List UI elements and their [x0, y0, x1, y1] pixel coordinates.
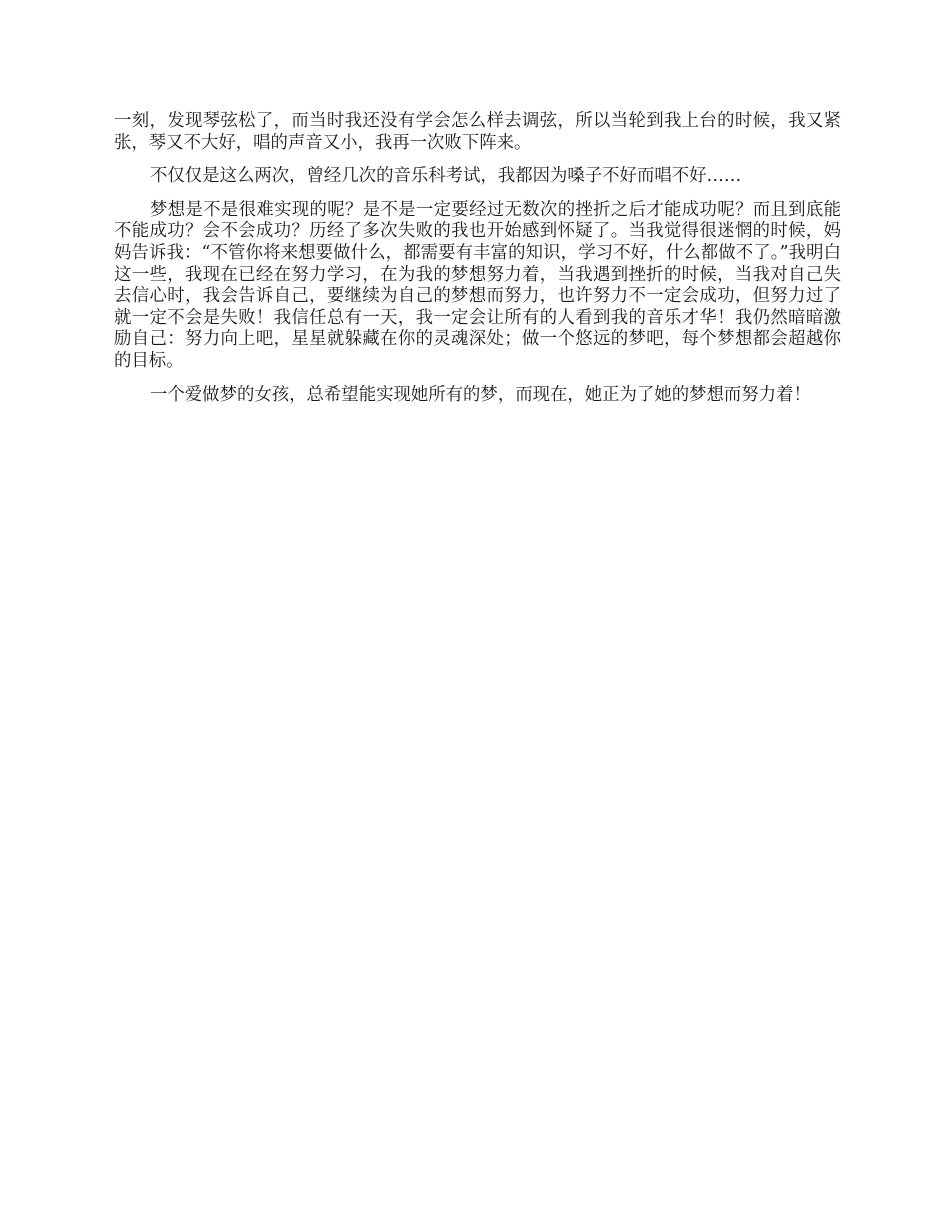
document-body [114, 111, 841, 418]
paragraph-continuation: 一刻，发现琴弦松了，而当时我还没有学会怎么样去调弦，所以当轮到我上台的时候，我又紧张，琴又不大好，唱的声音又小，我再一次败下阵来。 [114, 111, 841, 153]
paragraph-conclusion: 一个爱做梦的女孩，总希望能实现她所有的梦，而现在，她正为了她的梦想而努力着！ [150, 384, 811, 405]
paragraph-dream-reflection: 梦想是不是很难实现的呢？是不是一定要经过无数次的挫折之后才能成功呢？而且到底能不能成功？会不会成功？历经了多次失败的我也开始感到怀疑了。当我觉得很迷惘的时候，妈妈告诉我：“不管你将来想要做什么，都需要有丰富的知识，学习不好，什么都做不了。”我明白这一些，我现在已经在努力学习，在为我的梦想努力着，当我遇到挫折的时候，当我对自己失去信心时，我会告诉自己，要继续为自己的梦想而努力，也许努力不一定会成功，但努力过了就一定不会是失败！我信任总有一天，我一定会让所有的人看到我的音乐才华！我仍然暗暗激励自己：努力向上吧，星星就躲藏在你的灵魂深处；做一个悠远的梦吧，每个梦想都会超越你的目标。 [114, 199, 841, 371]
paragraph-music-exams: 不仅仅是这么两次，曾经几次的音乐科考试，我都因为嗓子不好而唱不好…… [150, 166, 742, 187]
